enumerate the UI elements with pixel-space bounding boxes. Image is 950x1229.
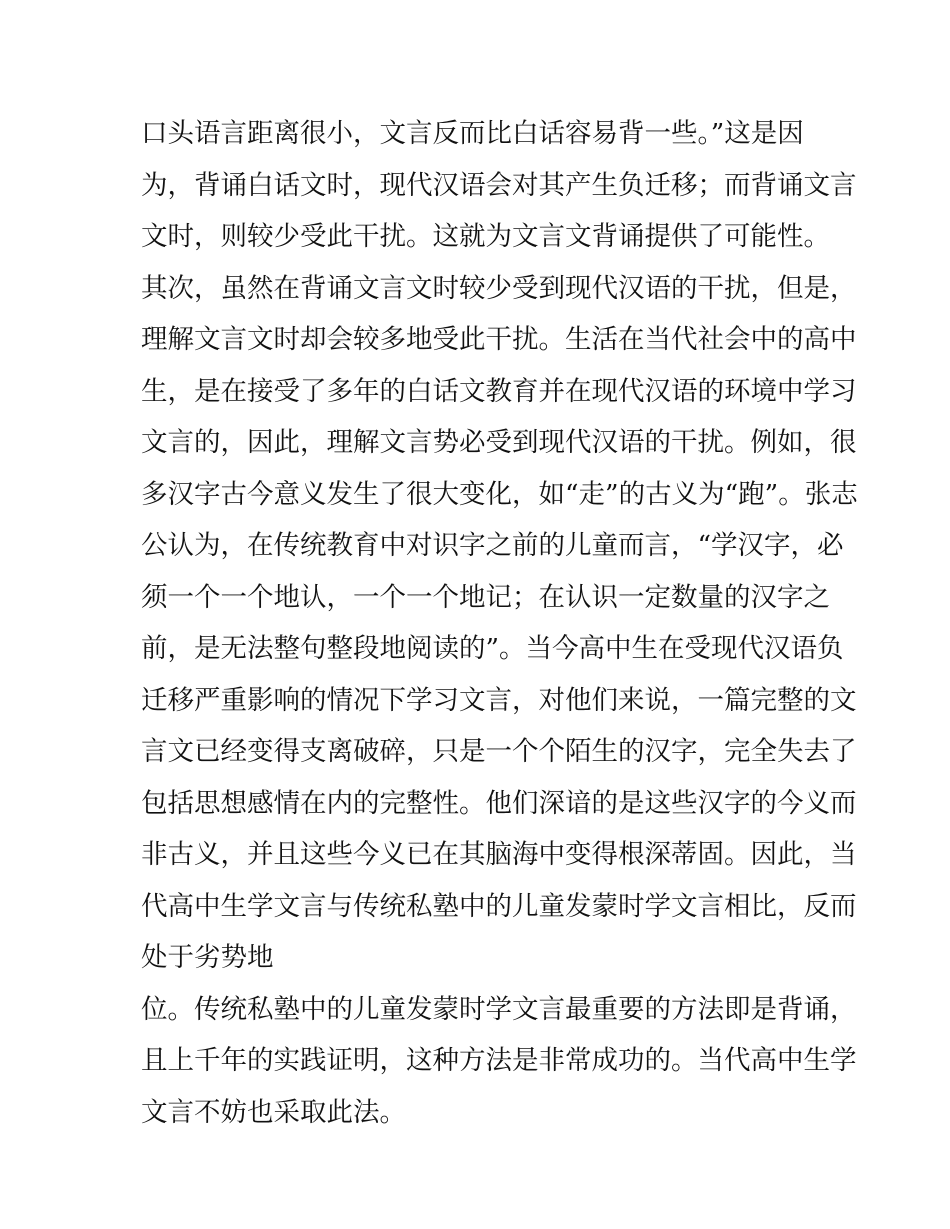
text-line: 且上千年的实践证明，这种方法是非常成功的。当代高中生学 <box>141 1045 857 1076</box>
text-line: 位。传统私塾中的儿童发蒙时学文言最重要的方法即是背诵， <box>141 993 857 1025</box>
text-line: 处于劣势地 <box>141 942 274 973</box>
body-text <box>141 108 858 1138</box>
text-line: 为，背诵白话文时，现代汉语会对其产生负迁移；而背诵文言 <box>141 169 857 201</box>
text-line: 前，是无法整句整段地阅读的”。当今高中生在受现代汉语负 <box>141 633 844 664</box>
text-line: 代高中生学文言与传统私塾中的儿童发蒙时学文言相比，反而 <box>141 890 857 922</box>
text-line: 言文已经变得支离破碎，只是一个个陌生的汉字，完全失去了 <box>141 736 857 767</box>
text-line: 理解文言文时却会较多地受此干扰。生活在当代社会中的高中 <box>141 324 857 355</box>
text-line: 其次，虽然在背诵文言文时较少受到现代汉语的干扰，但是， <box>141 272 857 304</box>
text-line: 非古义，并且这些今义已在其脑海中变得根深蒂固。因此，当 <box>141 839 857 870</box>
text-line: 文言的，因此，理解文言势必受到现代汉语的干扰。例如，很 <box>141 427 857 458</box>
text-line: 文言不妨也采取此法。 <box>141 1096 406 1128</box>
text-line: 生，是在接受了多年的白话文教育并在现代汉语的环境中学习 <box>141 375 857 407</box>
text-line: 公认为，在传统教育中对识字之前的儿童而言，“学汉字，必 <box>141 530 844 561</box>
text-line: 文时，则较少受此干扰。这就为文言文背诵提供了可能性。 <box>141 221 830 252</box>
text-line: 须一个一个地认，一个一个地记；在认识一定数量的汉字之 <box>141 581 830 613</box>
text-line: 口头语言距离很小，文言反而比白话容易背一些。”这是因 <box>141 118 804 149</box>
text-line: 迁移严重影响的情况下学习文言，对他们来说，一篇完整的文 <box>141 684 857 716</box>
text-line: 包括思想感情在内的完整性。他们深谙的是这些汉字的今义而 <box>141 787 857 819</box>
text-line: 多汉字古今意义发生了很大变化，如“走”的古义为“跑”。张志 <box>141 478 858 510</box>
